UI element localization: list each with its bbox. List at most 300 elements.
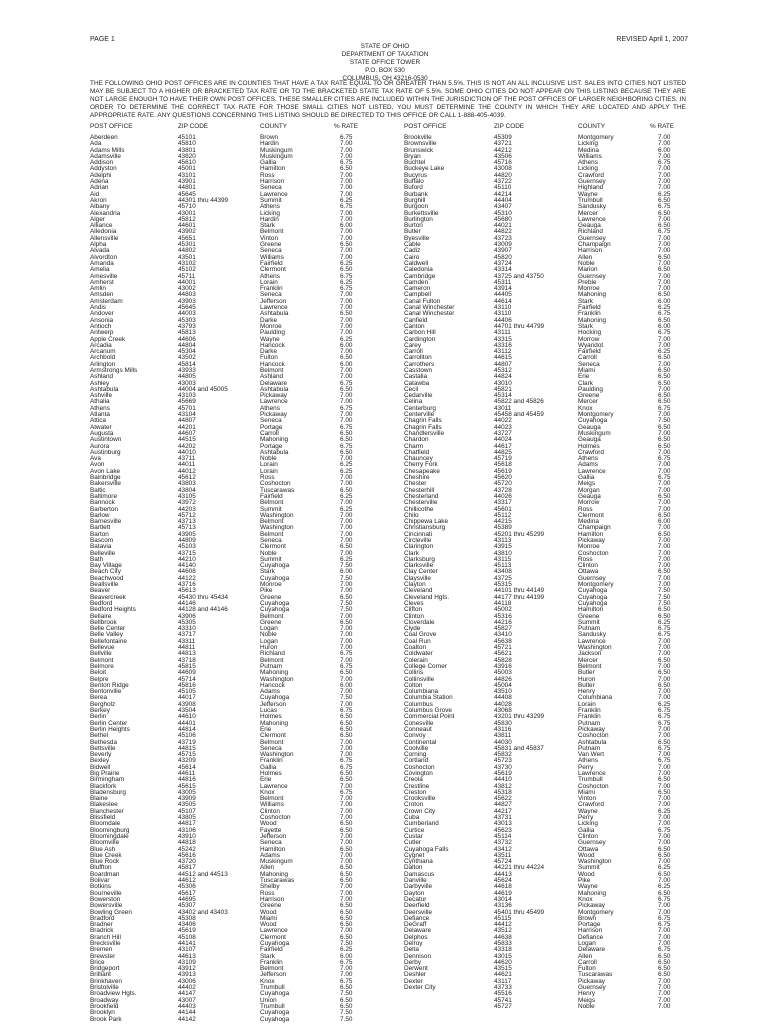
rate-cell: 6.50 bbox=[658, 669, 671, 677]
county-cell: Greene bbox=[260, 618, 282, 626]
post-office-cell: Brownsville bbox=[404, 140, 437, 148]
county-cell: Carroll bbox=[578, 958, 597, 966]
zip-code-cell: 43002 bbox=[178, 285, 196, 293]
county-cell: Portage bbox=[260, 442, 283, 450]
zip-code-cell: 45711 bbox=[178, 272, 196, 280]
post-office-cell: Columbus bbox=[404, 700, 433, 708]
zip-code-cell: 43511 bbox=[494, 851, 512, 859]
county-cell: Belmont bbox=[260, 499, 284, 507]
post-office-cell: Bowersville bbox=[90, 902, 123, 910]
post-office-cell: Burbank bbox=[404, 190, 428, 198]
county-cell: Morgan bbox=[578, 486, 600, 494]
county-cell: Belmont bbox=[260, 965, 284, 973]
rate-cell: 6.75 bbox=[340, 707, 353, 715]
zip-code-cell: 43412 bbox=[494, 845, 512, 853]
zip-code-cell: 44607 bbox=[178, 429, 196, 437]
rate-cell: 6.50 bbox=[340, 429, 353, 437]
county-cell: Hamilton bbox=[578, 530, 604, 538]
rate-cell: 6.50 bbox=[658, 738, 671, 746]
rate-cell: 7.00 bbox=[658, 801, 671, 809]
zip-code-cell: 44818 bbox=[178, 839, 196, 847]
zip-code-cell: 45112 bbox=[494, 511, 512, 519]
county-cell: Washington bbox=[578, 858, 612, 866]
rate-cell: 6.50 bbox=[658, 366, 671, 374]
zip-code-cell: 45308 bbox=[178, 914, 196, 922]
rate-cell: 7.50 bbox=[340, 599, 353, 607]
post-office-cell: Carbon Hill bbox=[404, 329, 436, 337]
county-cell: Monroe bbox=[578, 285, 600, 293]
zip-code-cell: 44301 thru 44399 bbox=[178, 196, 229, 204]
post-office-cell: Buchtel bbox=[404, 159, 426, 167]
post-office-cell: Brecksville bbox=[90, 940, 121, 947]
rate-cell: 6.50 bbox=[658, 612, 671, 620]
rate-cell: 7.00 bbox=[340, 316, 353, 324]
rate-cell: 6.50 bbox=[340, 436, 353, 444]
rate-cell: 7.50 bbox=[658, 599, 671, 607]
rate-cell: 7.00 bbox=[340, 215, 353, 223]
rate-cell: 7.00 bbox=[658, 486, 671, 494]
county-cell: Darke bbox=[260, 348, 278, 356]
county-cell: Allen bbox=[578, 253, 593, 261]
post-office-cell: Chardon bbox=[404, 436, 429, 444]
rate-cell: 7.00 bbox=[340, 474, 353, 482]
rate-cell: 6.50 bbox=[340, 984, 353, 992]
zip-code-cell: 43504 bbox=[178, 707, 196, 715]
county-cell: Athens bbox=[578, 455, 598, 463]
zip-code-cell: 44824 bbox=[494, 373, 512, 381]
zip-code-cell: 45001 bbox=[178, 165, 196, 173]
rate-cell: 6.50 bbox=[340, 826, 353, 834]
post-office-cell: Avon bbox=[90, 461, 105, 469]
zip-code-cell: 44030 bbox=[494, 738, 512, 746]
post-office-cell: Atlanta bbox=[90, 411, 110, 419]
rate-cell: 7.00 bbox=[340, 795, 353, 803]
post-office-cell: Chesterhill bbox=[404, 486, 435, 494]
post-office-cell: Blackfork bbox=[90, 782, 117, 790]
county-cell: Fulton bbox=[260, 354, 278, 362]
zip-code-cell: 45458 and 45459 bbox=[494, 411, 544, 419]
county-cell: Lawrence bbox=[578, 637, 606, 645]
county-cell: Ashtabula bbox=[578, 738, 607, 746]
post-office-cell: Bidwell bbox=[90, 763, 111, 771]
post-office-cell: Benton Ridge bbox=[90, 681, 129, 689]
zip-code-cell: 45645 bbox=[178, 190, 196, 198]
post-office-cell: Bloomingburg bbox=[90, 826, 130, 834]
rate-cell: 6.50 bbox=[340, 769, 353, 777]
county-cell: Noble bbox=[578, 1002, 595, 1010]
rate-cell: 6.75 bbox=[658, 946, 671, 954]
zip-code-cell: 45516 bbox=[494, 990, 512, 998]
rate-cell: 7.00 bbox=[658, 178, 671, 186]
zip-code-cell: 43103 bbox=[178, 392, 196, 400]
post-office-cell: Cleveland bbox=[404, 587, 433, 595]
county-cell: Greene bbox=[260, 241, 282, 249]
rate-cell: 7.00 bbox=[658, 990, 671, 998]
post-office-cell: Akron bbox=[90, 196, 107, 204]
county-cell: Coshocton bbox=[578, 782, 609, 790]
post-office-cell: Bloomdale bbox=[90, 820, 121, 828]
county-cell: Noble bbox=[260, 631, 277, 639]
post-office-cell: Chillicothe bbox=[404, 505, 434, 513]
post-office-cell: Bellaire bbox=[90, 612, 112, 620]
county-cell: Erie bbox=[260, 776, 272, 784]
zip-code-cell: 45389 bbox=[494, 524, 512, 532]
zip-code-cell: 44804 bbox=[178, 341, 196, 349]
post-office-cell: Burghill bbox=[404, 196, 426, 204]
county-cell: Stark bbox=[260, 952, 275, 960]
post-office-cell: Bloomville bbox=[90, 839, 120, 847]
county-cell: Ashtabula bbox=[260, 310, 289, 318]
county-cell: Carroll bbox=[260, 429, 279, 437]
county-cell: Lorain bbox=[260, 461, 278, 469]
zip-code-cell: 43905 bbox=[178, 530, 196, 538]
zip-code-cell: 44404 bbox=[494, 196, 512, 204]
post-office-cell: Batavia bbox=[90, 543, 112, 551]
county-cell: Preble bbox=[578, 278, 597, 286]
county-cell: Hancock bbox=[260, 341, 285, 349]
rate-cell: 7.50 bbox=[340, 574, 353, 582]
zip-code-cell: 43804 bbox=[178, 486, 196, 494]
zip-code-cell: 44413 bbox=[494, 870, 512, 878]
zip-code-cell: 44101 thru 44149 bbox=[494, 587, 545, 595]
rate-cell: 6.25 bbox=[658, 618, 671, 626]
zip-code-cell: 44010 bbox=[178, 448, 196, 456]
agency-line: DEPARTMENT OF TAXATION bbox=[341, 51, 429, 58]
post-office-cell: Continental bbox=[404, 738, 437, 746]
county-cell: Adams bbox=[578, 461, 598, 469]
rate-cell: 7.50 bbox=[340, 1009, 353, 1017]
post-office-cell: Bakersville bbox=[90, 480, 121, 488]
post-office-cell: Chauncey bbox=[404, 455, 433, 463]
county-cell: Montgomery bbox=[578, 581, 614, 589]
county-cell: Highland bbox=[578, 184, 604, 192]
county-cell: Mercer bbox=[578, 209, 598, 217]
rate-cell: 6.75 bbox=[340, 404, 353, 412]
rate-cell: 7.00 bbox=[658, 1002, 671, 1010]
right-post-office-column bbox=[404, 135, 454, 1010]
post-office-cell: Clayton bbox=[404, 581, 426, 589]
county-cell: Clark bbox=[578, 379, 593, 387]
rate-cell: 7.00 bbox=[658, 637, 671, 645]
zip-code-cell: 43102 bbox=[178, 259, 196, 267]
rate-cell: 6.75 bbox=[340, 134, 353, 141]
county-cell: Putnam bbox=[578, 744, 601, 752]
county-cell: Hancock bbox=[260, 360, 285, 368]
zip-code-cell: 44608 bbox=[178, 568, 196, 576]
county-cell: Summit bbox=[260, 196, 282, 204]
zip-code-cell: 45719 bbox=[494, 455, 512, 463]
zip-code-cell: 44601 bbox=[178, 222, 196, 230]
zip-code-cell: 43003 bbox=[178, 379, 196, 387]
county-cell: Fairfield bbox=[260, 259, 283, 267]
county-cell: Cuyahoga bbox=[260, 599, 290, 607]
county-cell: Athens bbox=[578, 757, 598, 765]
post-office-cell: Beach City bbox=[90, 568, 121, 576]
post-office-cell: Campbell bbox=[404, 291, 431, 299]
rate-cell: 7.00 bbox=[658, 215, 671, 223]
zip-code-cell: 43001 bbox=[178, 209, 196, 217]
post-office-cell: Belleville bbox=[90, 549, 116, 557]
zip-code-cell: 44815 bbox=[178, 744, 196, 752]
county-cell: Fulton bbox=[578, 965, 596, 973]
rate-cell: 7.00 bbox=[658, 461, 671, 469]
rate-cell: 6.75 bbox=[658, 757, 671, 765]
post-office-cell: Byesville bbox=[404, 234, 430, 242]
zip-code-cell: 44216 bbox=[494, 618, 512, 626]
post-office-cell: Cairo bbox=[404, 253, 420, 261]
zip-code-cell: 45821 bbox=[494, 385, 512, 393]
post-office-cell: Broadway bbox=[90, 996, 119, 1004]
rate-cell: 6.75 bbox=[658, 707, 671, 715]
county-cell: Pickaway bbox=[260, 411, 287, 419]
county-cell: Wood bbox=[260, 921, 277, 929]
post-office-cell: Aurora bbox=[90, 442, 110, 450]
zip-code-cell: 45615 bbox=[178, 782, 196, 790]
rate-cell: 7.00 bbox=[340, 688, 353, 696]
rate-cell: 6.25 bbox=[340, 467, 353, 475]
county-cell: Putnam bbox=[578, 625, 601, 633]
zip-code-cell: 45601 bbox=[494, 505, 512, 513]
post-office-cell: Andis bbox=[90, 304, 106, 312]
post-office-cell: Ashville bbox=[90, 392, 113, 400]
rate-cell: 6.00 bbox=[340, 341, 353, 349]
post-office-cell: Bartlett bbox=[90, 524, 111, 532]
county-cell: Summit bbox=[260, 555, 282, 563]
zip-code-cell: 44147 bbox=[178, 990, 196, 998]
zip-code-cell: 44118 bbox=[494, 599, 512, 607]
county-cell: Perry bbox=[578, 763, 594, 771]
rate-cell: 6.50 bbox=[658, 398, 671, 406]
zip-code-cell: 45810 bbox=[178, 140, 196, 148]
zip-code-cell: 44403 bbox=[178, 1002, 196, 1010]
post-office-cell: Cheshire bbox=[404, 474, 430, 482]
county-cell: Stark bbox=[260, 222, 275, 230]
post-office-cell: Branch Hill bbox=[90, 933, 121, 941]
county-cell: Gallia bbox=[578, 474, 595, 482]
rate-cell: 7.00 bbox=[340, 184, 353, 192]
county-cell: Henry bbox=[578, 688, 596, 696]
county-cell: Pike bbox=[578, 877, 591, 885]
post-office-cell: Columbia Station bbox=[404, 694, 453, 702]
zip-code-cell: 43716 bbox=[178, 581, 196, 589]
post-office-cell: Burkettsville bbox=[404, 209, 439, 217]
rate-cell: 7.00 bbox=[658, 278, 671, 286]
post-office-cell: Bethel bbox=[90, 732, 109, 740]
rate-cell: 6.50 bbox=[658, 492, 671, 500]
rate-cell: 7.00 bbox=[658, 820, 671, 828]
post-office-cell: Chester bbox=[404, 480, 427, 488]
rate-cell: 6.75 bbox=[658, 404, 671, 412]
county-cell: Jackson bbox=[578, 650, 602, 658]
rate-cell: 6.50 bbox=[340, 669, 353, 677]
rate-cell: 7.50 bbox=[340, 694, 353, 702]
post-office-cell: Addyston bbox=[90, 165, 117, 173]
rate-cell: 6.75 bbox=[340, 442, 353, 450]
post-office-cell: Berlin Center bbox=[90, 719, 128, 727]
county-cell: Noble bbox=[260, 455, 277, 463]
post-office-cell: Bradrick bbox=[90, 927, 114, 935]
county-cell: Fairfield bbox=[578, 348, 601, 356]
county-cell: Coshocton bbox=[260, 480, 291, 488]
post-office-cell: Bremen bbox=[90, 946, 113, 954]
post-office-cell: Crown City bbox=[404, 807, 436, 815]
zip-code-cell: 43318 bbox=[494, 946, 512, 954]
zip-code-cell: 44805 bbox=[178, 373, 196, 381]
post-office-cell: Bascom bbox=[90, 537, 114, 544]
rate-cell: 6.50 bbox=[658, 958, 671, 966]
zip-code-cell: 45613 bbox=[178, 587, 196, 595]
post-office-cell: Blaine bbox=[90, 795, 108, 803]
county-cell: Ross bbox=[260, 889, 275, 897]
rate-cell: 7.00 bbox=[658, 341, 671, 349]
zip-code-cell: 45638 bbox=[494, 637, 512, 645]
rate-cell: 7.00 bbox=[658, 134, 671, 141]
post-office-cell: Cleveland Hgts. bbox=[404, 593, 450, 601]
rate-cell: 6.75 bbox=[340, 159, 353, 167]
post-office-cell: Collinsville bbox=[404, 675, 435, 683]
zip-code-cell: 45113 bbox=[494, 562, 512, 570]
county-cell: Hocking bbox=[578, 329, 602, 337]
county-cell: Washington bbox=[578, 644, 612, 652]
rate-cell: 7.00 bbox=[658, 272, 671, 280]
county-cell: Pickaway bbox=[578, 977, 605, 985]
county-cell: Williams bbox=[260, 253, 284, 261]
post-office-cell: Botkins bbox=[90, 883, 111, 891]
zip-code-cell: 44011 bbox=[178, 461, 196, 469]
zip-code-cell: 43105 bbox=[178, 492, 196, 500]
zip-code-cell: 43007 bbox=[178, 996, 196, 1004]
county-cell: Athens bbox=[578, 159, 598, 167]
post-office-cell: Castalia bbox=[404, 373, 428, 381]
zip-code-cell: 45612 bbox=[178, 474, 196, 482]
county-cell: Trumbull bbox=[578, 776, 603, 784]
zip-code-cell: 45713 bbox=[178, 524, 196, 532]
rate-cell: 7.50 bbox=[340, 606, 353, 614]
post-office-cell: Bethesda bbox=[90, 738, 118, 746]
county-cell: Mahoning bbox=[578, 316, 607, 324]
county-cell: Portage bbox=[578, 921, 601, 929]
post-office-cell: Boardman bbox=[90, 870, 120, 878]
rate-cell: 7.00 bbox=[658, 549, 671, 557]
rate-cell: 6.50 bbox=[340, 593, 353, 601]
rate-cell: 7.00 bbox=[340, 190, 353, 198]
county-cell: Defiance bbox=[578, 933, 604, 941]
county-cell: Fairfield bbox=[260, 492, 283, 500]
county-cell: Wayne bbox=[578, 807, 598, 815]
zip-code-cell: 44141 bbox=[178, 940, 196, 947]
post-office-cell: Beachwood bbox=[90, 574, 124, 582]
post-office-cell: Brook Park bbox=[90, 1015, 122, 1023]
post-office-cell: Clay Center bbox=[404, 568, 438, 576]
rate-cell: 7.00 bbox=[658, 499, 671, 507]
post-office-cell: Chagrin Falls bbox=[404, 417, 442, 425]
county-cell: Noble bbox=[260, 549, 277, 557]
rate-cell: 7.00 bbox=[340, 700, 353, 708]
rate-cell: 6.75 bbox=[658, 625, 671, 633]
zip-code-cell: 45622 bbox=[494, 795, 512, 803]
rate-cell: 7.00 bbox=[340, 348, 353, 356]
county-cell: Seneca bbox=[260, 417, 282, 425]
post-office-cell: Amesville bbox=[90, 272, 118, 280]
post-office-cell: Athens bbox=[90, 404, 110, 412]
header-county: COUNTY bbox=[578, 123, 605, 130]
county-cell: Perry bbox=[578, 814, 594, 822]
county-cell: Sandusky bbox=[578, 203, 607, 211]
post-office-cell: Alexandria bbox=[90, 209, 121, 217]
post-office-cell: Cuyahoga Falls bbox=[404, 845, 449, 853]
county-cell: Franklin bbox=[578, 713, 601, 721]
rate-cell: 6.75 bbox=[340, 763, 353, 771]
county-cell: Marion bbox=[578, 266, 598, 274]
post-office-cell: Burton bbox=[404, 222, 423, 230]
county-cell: Lorain bbox=[260, 467, 278, 475]
zip-code-cell: 44827 bbox=[494, 801, 512, 809]
header-county: COUNTY bbox=[260, 123, 287, 130]
zip-code-cell: 45305 bbox=[178, 618, 196, 626]
post-office-cell: Alvada bbox=[90, 247, 110, 255]
zip-code-cell: 43107 bbox=[178, 946, 196, 954]
zip-code-cell: 45741 bbox=[494, 996, 512, 1004]
rate-cell: 7.00 bbox=[340, 152, 353, 160]
zip-code-cell: 43720 bbox=[178, 858, 196, 866]
post-office-cell: Bellville bbox=[90, 650, 112, 658]
zip-code-cell: 43502 bbox=[178, 354, 196, 362]
rate-cell: 7.00 bbox=[658, 140, 671, 148]
county-cell: Guernsey bbox=[578, 839, 606, 847]
rate-cell: 7.00 bbox=[658, 574, 671, 582]
rate-cell: 7.00 bbox=[658, 152, 671, 160]
rate-cell: 6.75 bbox=[658, 719, 671, 727]
post-office-cell: Chesapeake bbox=[404, 467, 440, 475]
post-office-cell: Amherst bbox=[90, 278, 114, 286]
county-cell: Pickaway bbox=[578, 537, 605, 544]
zip-code-cell: 44022 bbox=[494, 417, 512, 425]
rate-cell: 7.00 bbox=[340, 858, 353, 866]
rate-cell: 6.50 bbox=[658, 291, 671, 299]
zip-code-cell: 44615 bbox=[494, 354, 512, 362]
rate-cell: 6.75 bbox=[658, 713, 671, 721]
county-cell: Monroe bbox=[260, 322, 282, 330]
rate-cell: 7.00 bbox=[658, 247, 671, 255]
post-office-cell: Delphos bbox=[404, 933, 428, 941]
post-office-cell: Bryan bbox=[404, 152, 421, 160]
county-cell: Lawrence bbox=[260, 304, 288, 312]
zip-code-cell: 44807 bbox=[494, 360, 512, 368]
post-office-cell: Baltimore bbox=[90, 492, 117, 500]
post-office-cell: Antioch bbox=[90, 322, 112, 330]
post-office-cell: Berlin Heights bbox=[90, 725, 130, 733]
zip-code-cell: 43116 bbox=[494, 725, 512, 733]
county-cell: Trumbull bbox=[578, 196, 603, 204]
zip-code-cell: 44406 bbox=[494, 316, 512, 324]
rate-cell: 7.00 bbox=[658, 562, 671, 570]
zip-code-cell: 44012 bbox=[178, 467, 196, 475]
post-office-cell: Cynthiana bbox=[404, 858, 433, 866]
post-office-cell: Arcadia bbox=[90, 341, 112, 349]
rate-cell: 6.75 bbox=[340, 379, 353, 387]
zip-code-cell: 43906 bbox=[178, 612, 196, 620]
rate-cell: 6.50 bbox=[658, 442, 671, 450]
rate-cell: 6.75 bbox=[658, 914, 671, 922]
post-office-cell: Attica bbox=[90, 417, 106, 425]
rate-cell: 6.50 bbox=[340, 725, 353, 733]
rate-cell: 7.00 bbox=[658, 688, 671, 696]
county-cell: Hardin bbox=[260, 215, 279, 223]
zip-code-cell: 45680 bbox=[494, 215, 512, 223]
county-cell: Stark bbox=[260, 568, 275, 576]
rate-cell: 7.00 bbox=[658, 769, 671, 777]
post-office-cell: Beaver bbox=[90, 587, 111, 595]
